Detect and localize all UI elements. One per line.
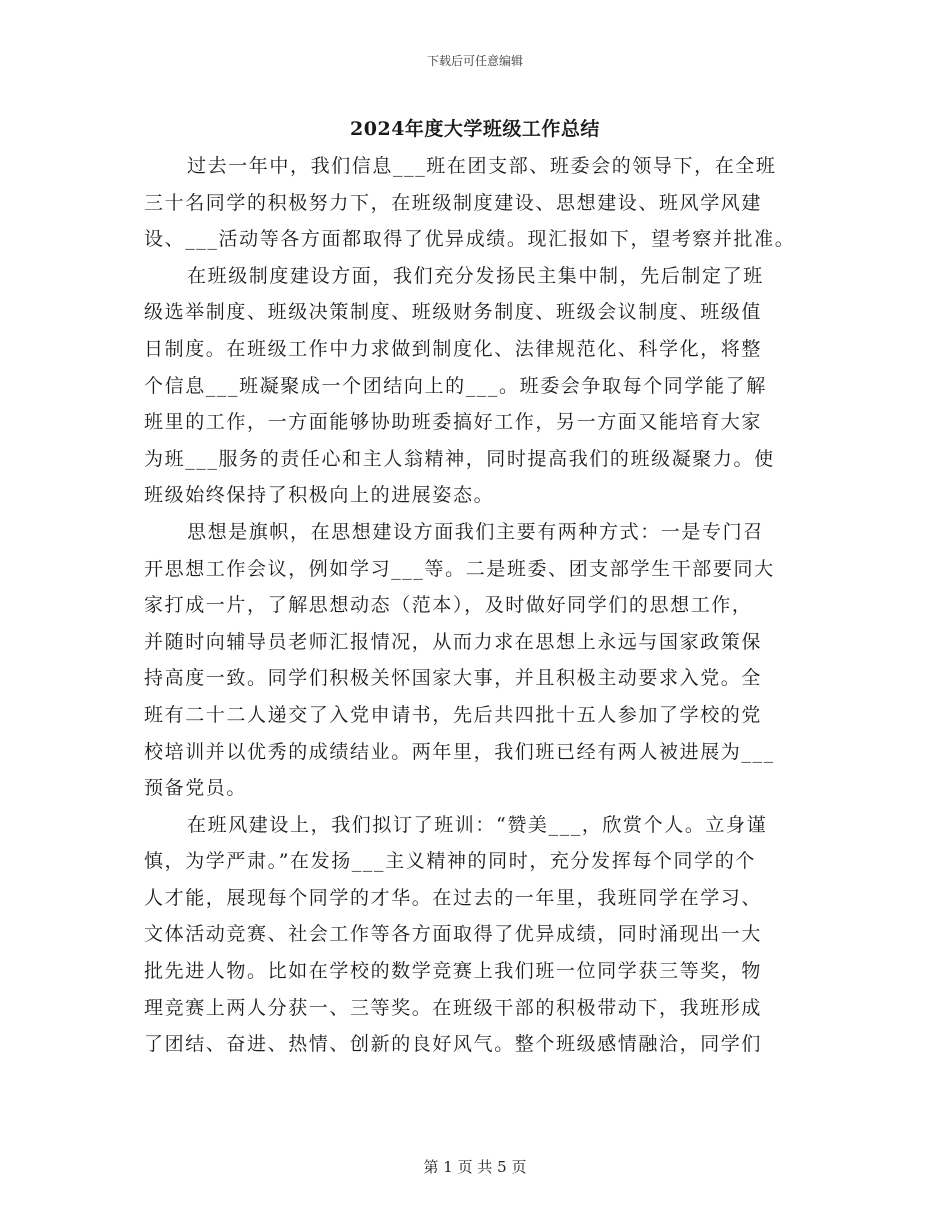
- header-note: 下载后可任意编辑: [426, 54, 523, 68]
- paragraph-line: 班里的工作，一方面能够协助班委搞好工作，另一方面又能培育大家: [144, 411, 763, 434]
- paragraph-line: 人才能，展现每个同学的才华。在过去的一年里，我班同学在学习、: [144, 886, 763, 909]
- paragraph-line: 为班___服务的责任心和主人翁精神，同时提高我们的班级凝聚力。使: [144, 447, 775, 470]
- paragraph-line: 班级始终保持了积极向上的进展姿态。: [144, 484, 495, 507]
- paragraph-line: 批先进人物。比如在学校的数学竞赛上我们班一位同学获三等奖，物: [144, 960, 763, 983]
- paragraph-line: 慎，为学严肃。”在发扬___主义精神的同时，充分发挥每个同学的个: [144, 850, 756, 873]
- page-number: 第 1 页 共 5 页: [423, 1158, 527, 1176]
- paragraph-line: 过去一年中，我们信息___班在团支部、班委会的领导下，在全班: [187, 155, 777, 177]
- paragraph-line: 理竞赛上两人分获一、三等奖。在班级干部的积极带动下，我班形成: [144, 996, 763, 1019]
- paragraph-line: 级选举制度、班级决策制度、班级财务制度、班级会议制度、班级值: [144, 301, 763, 324]
- paragraph-line: 班有二十二人递交了入党申请书，先后共四批十五人参加了学校的党: [144, 703, 763, 726]
- paragraph-line: 预备党员。: [144, 777, 248, 800]
- document-title: 2024年度大学班级工作总结: [350, 118, 600, 140]
- paragraph-line: 在班风建设上，我们拟订了班训：“赞美___，欣赏个人。立身谨: [187, 813, 768, 836]
- paragraph-line: 持高度一致。同学们积极关怀国家大事，并且积极主动要求入党。全: [144, 667, 763, 690]
- paragraph-line: 三十名同学的积极努力下，在班级制度建设、思想建设、班风学风建: [144, 191, 763, 214]
- paragraph-line: 设、___活动等各方面都取得了优异成绩。现汇报如下，望考察并批准。: [144, 228, 796, 251]
- paragraph-line: 在班级制度建设方面，我们充分发扬民主集中制，先后制定了班: [187, 264, 764, 287]
- paragraph-line: 校培训并以优秀的成绩结业。两年里，我们班已经有两人被进展为___: [144, 740, 775, 763]
- paragraph-line: 文体活动竞赛、社会工作等各方面取得了优异成绩，同时涌现出一大: [144, 923, 763, 946]
- document-body: [144, 148, 804, 1063]
- paragraph-line: 并随时向辅导员老师汇报情况，从而力求在思想上永远与国家政策保: [144, 630, 763, 653]
- paragraph-line: 个信息___班凝聚成一个团结向上的___。班委会争取每个同学能了解: [144, 374, 767, 397]
- paragraph-line: 了团结、奋进、热情、创新的良好风气。整个班级感情融洽，同学们: [144, 1033, 763, 1056]
- paragraph-line: 开思想工作会议，例如学习___等。二是班委、团支部学生干部要同大: [144, 557, 775, 580]
- paragraph-line: 日制度。在班级工作中力求做到制度化、法律规范化、科学化，将整: [144, 337, 763, 360]
- paragraph-line: 思想是旗帜，在思想建设方面我们主要有两种方式：一是专门召: [187, 520, 764, 543]
- paragraph-line: 家打成一片，了解思想动态（范本），及时做好同学们的思想工作，: [144, 594, 753, 617]
